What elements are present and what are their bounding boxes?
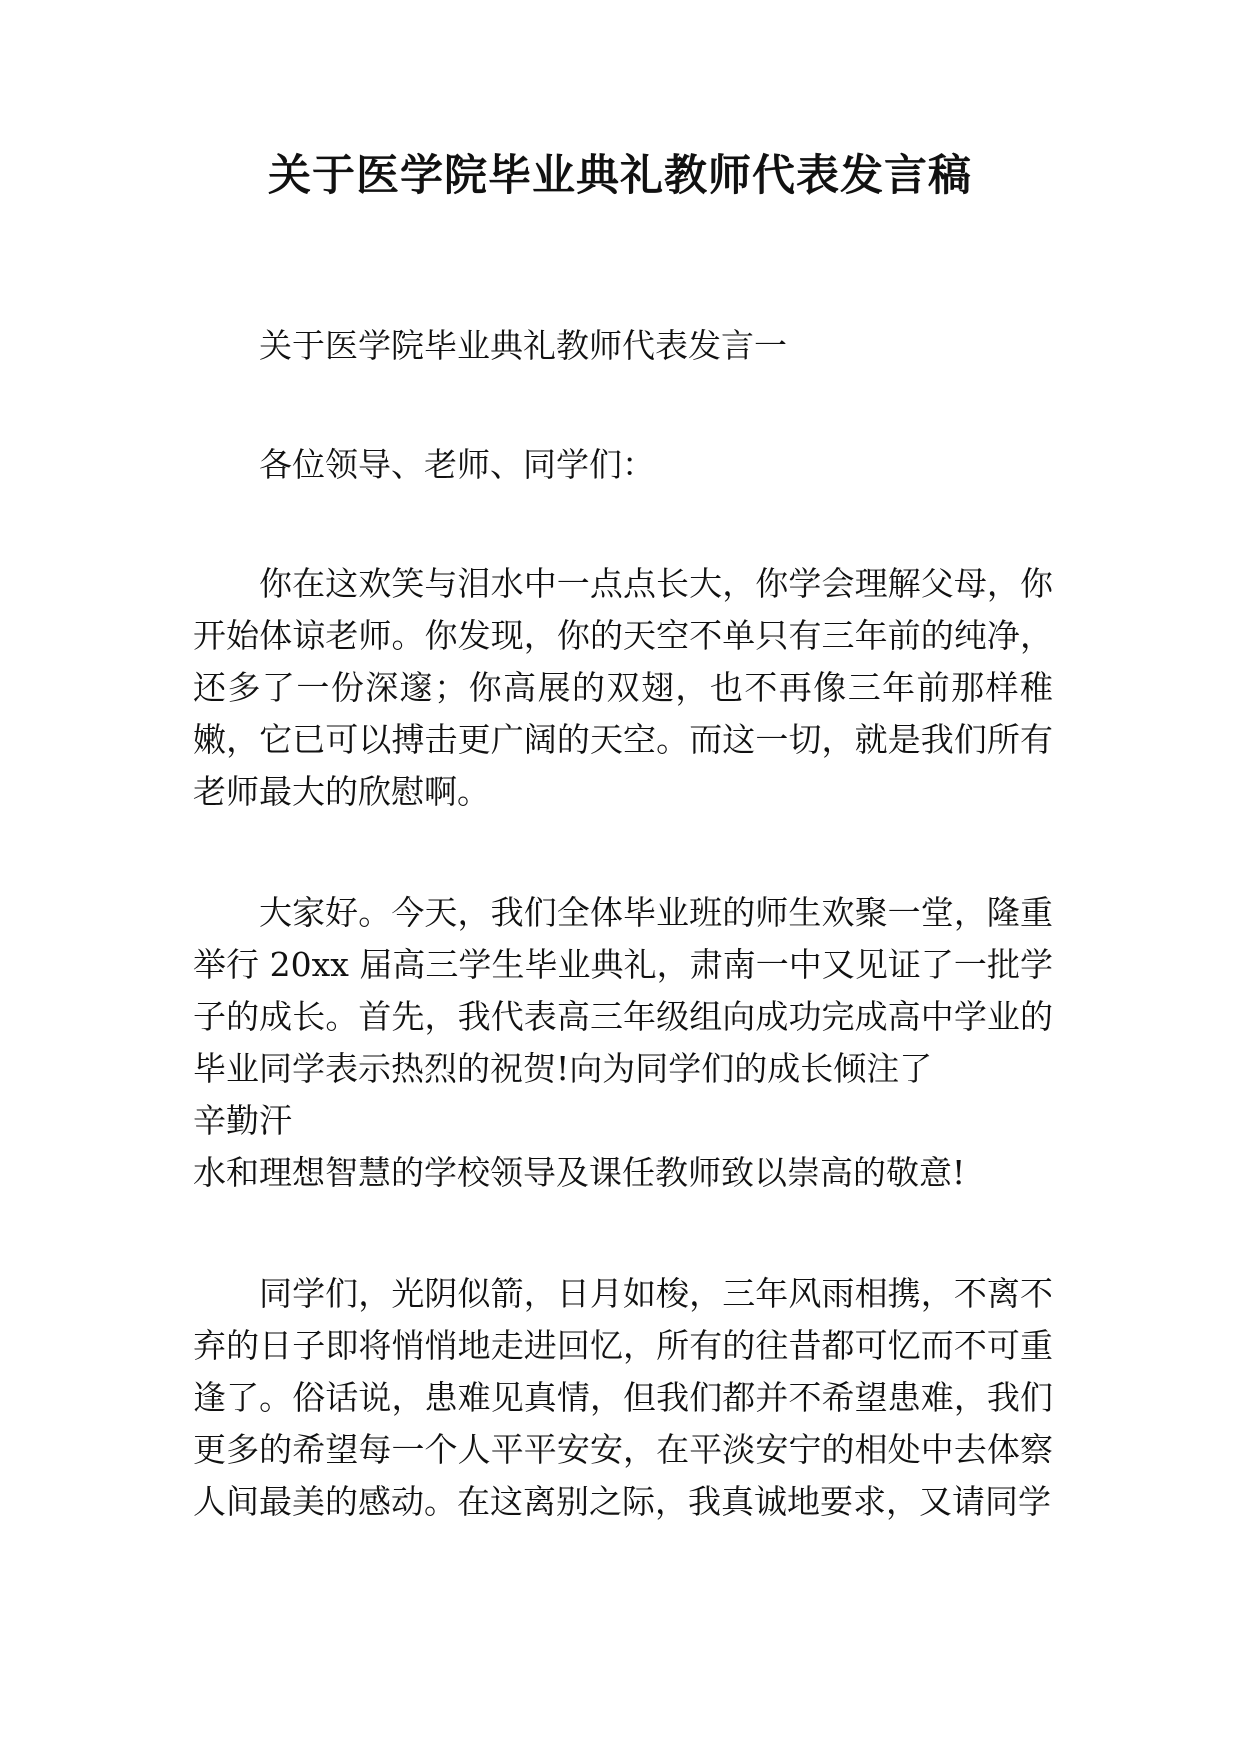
document-title: 关于医学院毕业典礼教师代表发言稿 xyxy=(268,151,972,201)
speech-subtitle: 关于医学院毕业典礼教师代表发言一 xyxy=(259,326,787,365)
salutation: 各位领导、老师、同学们： xyxy=(259,445,655,484)
document-body xyxy=(193,320,1053,1597)
body-paragraph-2-part-2: 辛勤汗 xyxy=(193,1101,292,1140)
body-paragraph-3: 同学们，光阴似箭，日月如梭，三年风雨相携，不离不弃的日子即将悄悄地走进回忆，所有的往昔都可忆而不可重逢了。俗话说，患难见真情，但我们都并不希望患难，我们更多的希望每一个人平平安安，在平淡安宁的相处中去体察人间最美的感动。在这离别之际，我真诚地要求，又请同学 xyxy=(193,1274,1053,1521)
body-paragraph-2 xyxy=(193,887,1053,1199)
body-paragraph-2-part-3: 水和理想智慧的学校领导及课任教师致以崇高的敬意! xyxy=(193,1153,966,1192)
body-paragraph-2-part-1: 大家好。今天，我们全体毕业班的师生欢聚一堂，隆重举行 20xx 届高三学生毕业典礼，肃南一中又见证了一批学 子的成长。首先，我代表高三年级组向成功完成高中学业的 毕业同学表示热烈的祝贺!向为同学们的成长倾注了 xyxy=(193,893,1053,1088)
body-paragraph-1: 你在这欢笑与泪水中一点点长大，你学会理解父母，你开始体谅老师。你发现，你的天空不单只有三年前的纯净，还多了一份深邃；你高展的双翅，也不再像三年前那样稚嫩，它已可以搏击更广阔的天空。而这一切，就是我们所有老师最大的欣慰啊。 xyxy=(193,564,1053,811)
